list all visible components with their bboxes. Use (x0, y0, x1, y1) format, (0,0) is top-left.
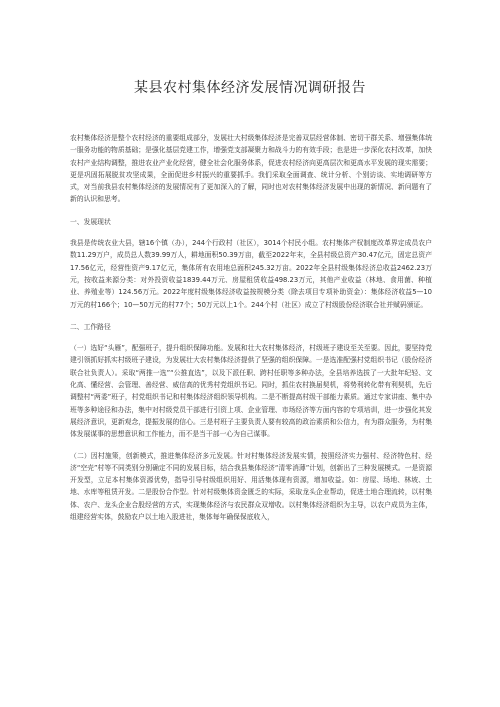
approach-paragraph-1: （一）选好“头雁”，配强班子，提升组织保障功能。发展和壮大农村集体经济，村级班子建设至关至要。因此，要坚持党建引领抓好抓实村级班子建设，为发展壮大农村集体经济提供了坚强的组织保障。一是选准配强村党组织书记（股份经济联合社负责人）。采取“两推一选”“公推直选”，以及下派任职、跨村任职等多种办法，全县培养选拔了一大批年纪轻、文化高、懂经营、会管理、善经营、威信高的优秀村党组织书记。同时，抓住农村换届契机，将势利转化带有利契机，先后调整村“两委”班子，村党组织书记和村集体经济组织领导机构。二是不断提高村级干部能力素质。通过专家讲座、集中办班等多种途径和办法，集中对村级党员干部进行引资上项、企业管理、市场经济等方面内容的专项培训，进一步强化其发展经济意识，更新观念，提振发展的信心。三是村班子主要负责人要有较高的政治素质和公信力，有为群众服务，为村集体发展谋事的思想意识和工作能力，而不是当干部一心为自己谋事。 (70, 344, 432, 439)
spacer (70, 311, 432, 321)
spacer (70, 333, 432, 342)
spacer (70, 228, 432, 237)
document-body (70, 132, 432, 523)
status-paragraph: 我县是传统农业大县，辖16个镇（办），244个行政村（社区），3014个村民小组。农村集体产权制度改革界定成员农户数11.29万户，成员总人数39.99万人，耕地面积50.39万亩，截至2022年末，全县村级总资产30.47亿元，固定总资产17.56亿元，经营性资产9.17亿元，集体所有农用地总面积245.32万亩。2022年全县村级集体经济总收益2462.23万元，按收益来源分类：对外投资收益1839.44万元、房屋租赁收益498.23万元，其他产业收益（林地、食用菌、种植业、养殖业等）124.56万元。2022年度村级集体经济收益按规模分类（除去项目专项补助资金）：集体经济收益5—10万元的村166个；10—50万元的村77个；50万元以上1个。244个村（社区）成立了村级股份经济联合社并赋码颁证。 (70, 239, 432, 309)
document-title: 某县农村集体经济发展情况调研报告 (134, 80, 366, 96)
section-heading-status: 一、发展现状 (70, 217, 111, 226)
spacer (70, 206, 432, 216)
spacer (70, 441, 432, 450)
section-heading-approach: 二、工作路径 (70, 322, 111, 331)
intro-paragraph: 农村集体经济是整个农村经济的重要组成部分，发展壮大村级集体经济是完善双层经营体制、密切干群关系、增强集体统一服务功能的物质基础；是强化基层党建工作，增强党支部凝聚力和战斗力的有效手段；也是进一步深化农村改革，加快农村产业结构调整，推进农业产业化经营，健全社会化服务体系，促进农村经济向更高层次和更高水平发展的现实需要；更是巩固拓展脱贫攻坚成果，全面促进乡村振兴的重要抓手。我们采取全面调查、统计分析、个别访谈、实地调研等方式，对当前我县农村集体经济的发展情况有了更加深入的了解，同时也对农村集体经济发展中出现的新情况、新问题有了新的认识和思考。 (70, 134, 432, 204)
approach-paragraph-2: （二）因村施策，创新模式，推进集体经济多元发展。针对村集体经济发展实情，按照经济实力强村、经济特色村、经济“空壳”村等不同类别分别确定不同的发展目标，结合我县集体经济“清零消薄”计划，创新出了三种发展模式。一是资源开发型，立足本村集体资源优势，指导引导村级组织用好、用活集体现有资源，增加收益。如：房屋、场地、林坡、土地、水库等租赁开发。二是股份合作型。针对村级集体资金匮乏的实际，采取龙头企业帮动，促进土地合理流转，以村集体、农户、龙头企业合股经营的方式，实现集体经济与农民群众双增收。以村集体经济组织为主导，以农户成员为主体，组建经营实体，鼓励农户以土地入股进社，集体每年确保保底收入， (70, 451, 432, 522)
